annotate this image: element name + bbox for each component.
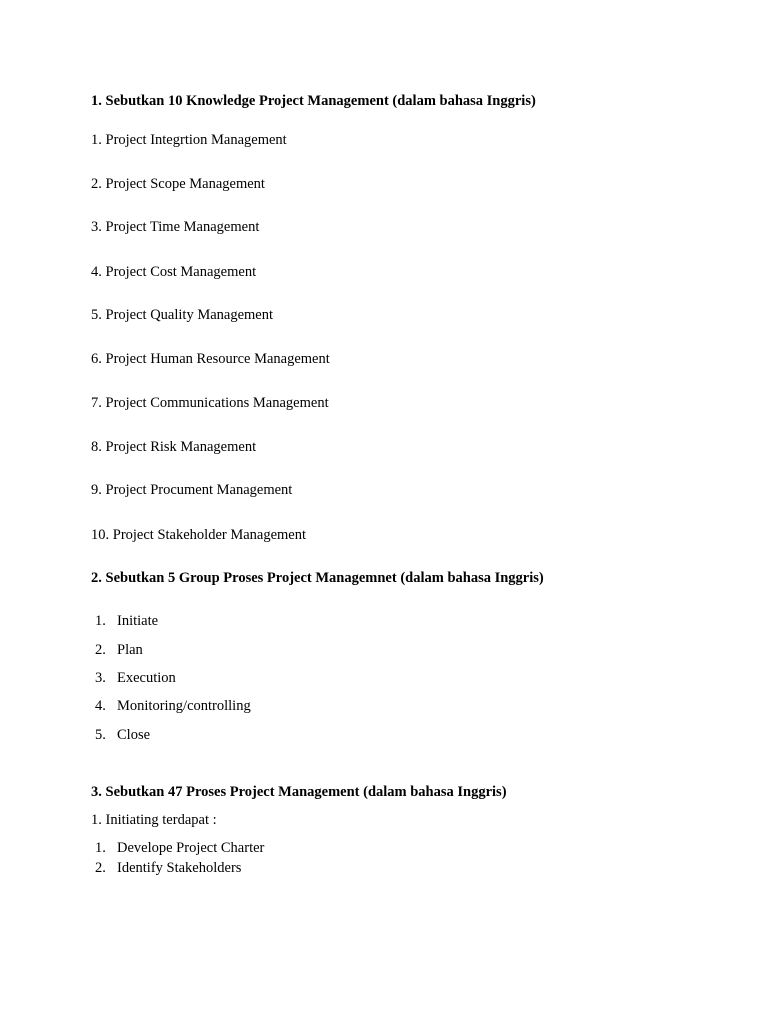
section3-heading: 3. Sebutkan 47 Proses Project Management (dalam bahasa Inggris) bbox=[91, 784, 507, 800]
section1-item: 2. Project Scope Management bbox=[91, 176, 265, 192]
list-number: 5. bbox=[95, 727, 106, 743]
list-number: 3. bbox=[95, 670, 106, 686]
section1-heading: 1. Sebutkan 10 Knowledge Project Management (dalam bahasa Inggris) bbox=[91, 93, 536, 109]
section2-heading: 2. Sebutkan 5 Group Proses Project Managemnet (dalam bahasa Inggris) bbox=[91, 570, 544, 586]
section3-list-item bbox=[95, 860, 241, 877]
section1-item: 3. Project Time Management bbox=[91, 219, 260, 235]
list-text: Monitoring/controlling bbox=[117, 698, 251, 714]
section2-list-item bbox=[95, 670, 176, 687]
list-number: 4. bbox=[95, 698, 106, 714]
section3-list-item bbox=[95, 840, 264, 857]
section2-list-item bbox=[95, 727, 150, 744]
section1-item: 9. Project Procument Management bbox=[91, 482, 293, 498]
list-text: Develope Project Charter bbox=[117, 840, 265, 856]
section2-list-item bbox=[95, 698, 251, 715]
section1-item: 5. Project Quality Management bbox=[91, 307, 274, 323]
list-text: Plan bbox=[117, 642, 143, 658]
section2-list-item bbox=[95, 642, 143, 659]
section1-item: 6. Project Human Resource Management bbox=[91, 351, 330, 367]
section3-subheading: 1. Initiating terdapat : bbox=[91, 812, 217, 828]
list-text: Identify Stakeholders bbox=[117, 860, 242, 876]
section2-list-item bbox=[95, 613, 158, 630]
list-number: 2. bbox=[95, 860, 106, 876]
list-number: 1. bbox=[95, 840, 106, 856]
section1-item: 7. Project Communications Management bbox=[91, 395, 329, 411]
list-text: Close bbox=[117, 727, 151, 743]
section1-item: 1. Project Integrtion Management bbox=[91, 132, 287, 148]
section1-item: 8. Project Risk Management bbox=[91, 439, 257, 455]
list-number: 2. bbox=[95, 642, 106, 658]
section1-item: 10. Project Stakeholder Management bbox=[91, 527, 307, 543]
list-text: Execution bbox=[117, 670, 176, 686]
list-number: 1. bbox=[95, 613, 106, 629]
list-text: Initiate bbox=[117, 613, 159, 629]
section1-item: 4. Project Cost Management bbox=[91, 264, 257, 280]
